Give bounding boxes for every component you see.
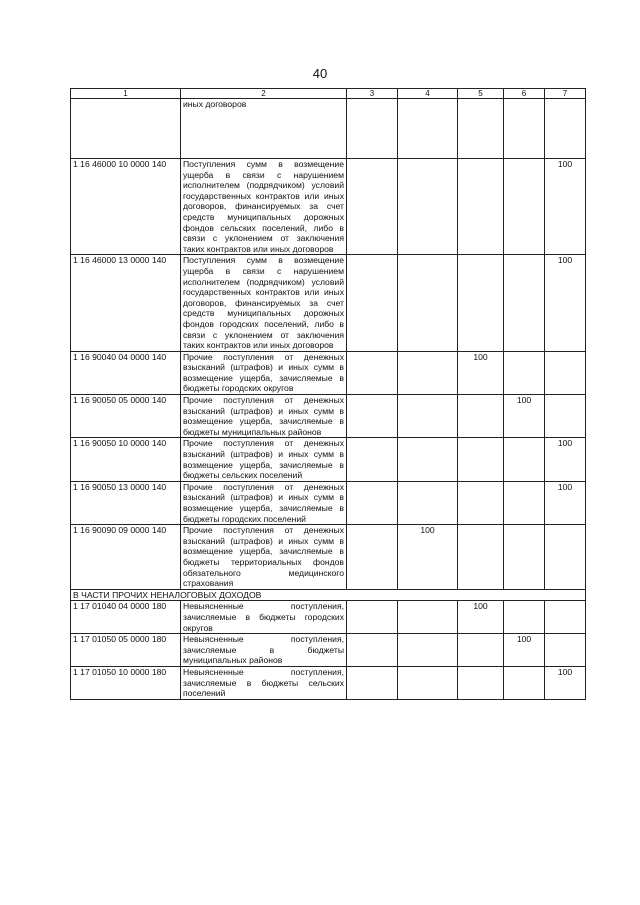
value-cell-col7: 100 bbox=[545, 481, 586, 524]
description-cell: Прочие поступления от денежных взысканий (штрафов) и иных сумм в возмещение ущерба, зачисляемые в бюджеты городских округов bbox=[181, 351, 347, 394]
column-header: 7 bbox=[545, 89, 586, 99]
value-cell-col7: 100 bbox=[545, 159, 586, 255]
value-cell-col7 bbox=[545, 601, 586, 634]
value-cell-col7: 100 bbox=[545, 438, 586, 481]
value-cell-col6 bbox=[504, 525, 545, 590]
value-cell-col3 bbox=[347, 395, 398, 438]
description-cell: Поступления сумм в возмещение ущерба в связи с нарушением исполнителем (подрядчиком) условий государственных контрактов или иных договоров, финансируемых за счет средств муниципальных дорожных фондов городских поселений, либо в связи с уклонением от заключения таких контрактов или иных договоров bbox=[181, 255, 347, 351]
column-header: 2 bbox=[181, 89, 347, 99]
table-row bbox=[71, 99, 586, 159]
table-row bbox=[71, 159, 586, 255]
revenue-code-cell: 1 16 90040 04 0000 140 bbox=[71, 351, 181, 394]
value-cell-col3 bbox=[347, 255, 398, 351]
section-row bbox=[71, 589, 586, 601]
column-header: 4 bbox=[398, 89, 458, 99]
value-cell-col6 bbox=[504, 601, 545, 634]
value-cell-col7 bbox=[545, 99, 586, 159]
description-cell: Невыясненные поступления, зачисляемые в бюджеты сельских поселений bbox=[181, 666, 347, 699]
value-cell-col4 bbox=[398, 601, 458, 634]
value-cell-col4 bbox=[398, 351, 458, 394]
value-cell-col5 bbox=[458, 525, 504, 590]
revenue-code-cell bbox=[71, 99, 181, 159]
value-cell-col3 bbox=[347, 99, 398, 159]
value-cell-col3 bbox=[347, 525, 398, 590]
value-cell-col6: 100 bbox=[504, 634, 545, 667]
value-cell-col5: 100 bbox=[458, 601, 504, 634]
value-cell-col6: 100 bbox=[504, 395, 545, 438]
description-cell: Поступления сумм в возмещение ущерба в связи с нарушением исполнителем (подрядчиком) условий государственных контрактов или иных договоров, финансируемых за счет средств муниципальных дорожных фондов сельских поселений, либо в связи с уклонением от заключения таких контрактов или иных договоров bbox=[181, 159, 347, 255]
value-cell-col6 bbox=[504, 481, 545, 524]
value-cell-col7 bbox=[545, 395, 586, 438]
value-cell-col7 bbox=[545, 525, 586, 590]
value-cell-col4 bbox=[398, 395, 458, 438]
value-cell-col5 bbox=[458, 159, 504, 255]
value-cell-col3 bbox=[347, 634, 398, 667]
value-cell-col4 bbox=[398, 634, 458, 667]
page-number: 40 bbox=[312, 66, 328, 81]
value-cell-col4 bbox=[398, 438, 458, 481]
value-cell-col6 bbox=[504, 666, 545, 699]
value-cell-col3 bbox=[347, 438, 398, 481]
table-row bbox=[71, 255, 586, 351]
value-cell-col3 bbox=[347, 159, 398, 255]
value-cell-col6 bbox=[504, 255, 545, 351]
table-row bbox=[71, 395, 586, 438]
column-header: 5 bbox=[458, 89, 504, 99]
value-cell-col5 bbox=[458, 255, 504, 351]
value-cell-col7: 100 bbox=[545, 255, 586, 351]
value-cell-col4 bbox=[398, 666, 458, 699]
value-cell-col3 bbox=[347, 666, 398, 699]
value-cell-col5: 100 bbox=[458, 351, 504, 394]
value-cell-col4 bbox=[398, 481, 458, 524]
revenue-code-cell: 1 16 90050 10 0000 140 bbox=[71, 438, 181, 481]
value-cell-col6 bbox=[504, 159, 545, 255]
revenue-code-cell: 1 17 01050 10 0000 180 bbox=[71, 666, 181, 699]
value-cell-col6 bbox=[504, 351, 545, 394]
table-row bbox=[71, 634, 586, 667]
value-cell-col6 bbox=[504, 99, 545, 159]
value-cell-col5 bbox=[458, 481, 504, 524]
value-cell-col4 bbox=[398, 255, 458, 351]
value-cell-col3 bbox=[347, 601, 398, 634]
value-cell-col3 bbox=[347, 351, 398, 394]
column-header: 6 bbox=[504, 89, 545, 99]
table-row bbox=[71, 601, 586, 634]
table-row bbox=[71, 481, 586, 524]
table-row bbox=[71, 525, 586, 590]
revenue-code-cell: 1 16 46000 13 0000 140 bbox=[71, 255, 181, 351]
revenue-code-cell: 1 16 90050 13 0000 140 bbox=[71, 481, 181, 524]
value-cell-col5 bbox=[458, 666, 504, 699]
table-row bbox=[71, 438, 586, 481]
value-cell-col5 bbox=[458, 438, 504, 481]
description-cell: Прочие поступления от денежных взысканий (штрафов) и иных сумм в возмещение ущерба, зачисляемые в бюджеты сельских поселений bbox=[181, 438, 347, 481]
table-row bbox=[71, 351, 586, 394]
value-cell-col6 bbox=[504, 438, 545, 481]
revenue-code-cell: 1 17 01040 04 0000 180 bbox=[71, 601, 181, 634]
value-cell-col3 bbox=[347, 481, 398, 524]
table-header-row bbox=[71, 89, 586, 99]
description-cell: Прочие поступления от денежных взысканий (штрафов) и иных сумм в возмещение ущерба, зачисляемые в бюджеты муниципальных районов bbox=[181, 395, 347, 438]
column-header: 1 bbox=[71, 89, 181, 99]
value-cell-col4 bbox=[398, 159, 458, 255]
table-row bbox=[71, 666, 586, 699]
value-cell-col5 bbox=[458, 395, 504, 438]
value-cell-col5 bbox=[458, 634, 504, 667]
value-cell-col7: 100 bbox=[545, 666, 586, 699]
column-header: 3 bbox=[347, 89, 398, 99]
value-cell-col4: 100 bbox=[398, 525, 458, 590]
value-cell-col4 bbox=[398, 99, 458, 159]
revenue-code-cell: 1 16 46000 10 0000 140 bbox=[71, 159, 181, 255]
value-cell-col7 bbox=[545, 351, 586, 394]
description-cell: Прочие поступления от денежных взысканий (штрафов) и иных сумм в возмещение ущерба, зачисляемые в бюджеты городских поселений bbox=[181, 481, 347, 524]
section-title: В ЧАСТИ ПРОЧИХ НЕНАЛОГОВЫХ ДОХОДОВ bbox=[71, 589, 586, 601]
value-cell-col5 bbox=[458, 99, 504, 159]
description-cell: Прочие поступления от денежных взысканий (штрафов) и иных сумм в возмещение ущерба, зачисляемые в бюджеты территориальных фондов обязательного медицинского страхования bbox=[181, 525, 347, 590]
revenue-code-cell: 1 17 01050 05 0000 180 bbox=[71, 634, 181, 667]
description-cell: иных договоров bbox=[181, 99, 347, 159]
description-cell: Невыясненные поступления, зачисляемые в бюджеты муниципальных районов bbox=[181, 634, 347, 667]
value-cell-col7 bbox=[545, 634, 586, 667]
revenue-codes-table bbox=[70, 88, 586, 700]
description-cell: Невыясненные поступления, зачисляемые в бюджеты городских округов bbox=[181, 601, 347, 634]
revenue-code-cell: 1 16 90050 05 0000 140 bbox=[71, 395, 181, 438]
revenue-code-cell: 1 16 90090 09 0000 140 bbox=[71, 525, 181, 590]
